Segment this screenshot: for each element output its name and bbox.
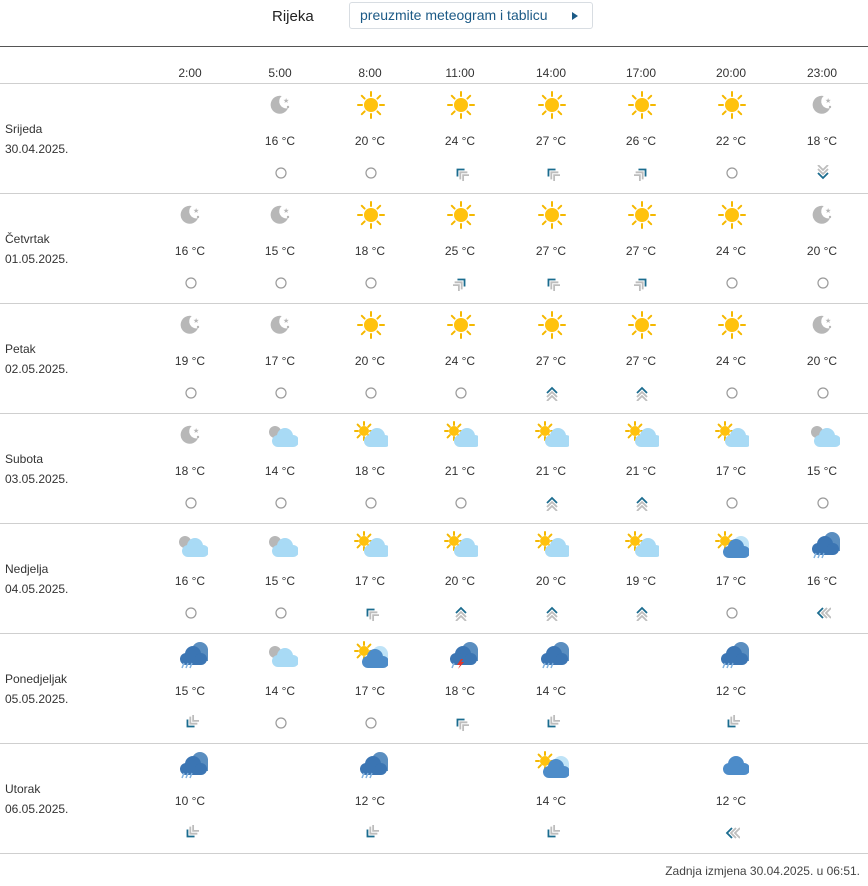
temperature: 20 °C [806,354,838,368]
download-meteogram-label: preuzmite meteogram i tablicu [360,7,548,23]
wind-arrow-icon [634,495,650,511]
svg-text:★: ★ [193,318,200,325]
hour-label: 17:00 [625,66,657,80]
forecast-cell [601,83,681,193]
temperature: 12 °C [354,794,386,808]
wind-arrow-icon [544,165,560,181]
wind-arrow-icon [544,275,560,291]
forecast-cell [420,303,500,413]
forecast-cell [150,523,230,633]
forecast-cell [691,633,771,743]
temperature: 17 °C [715,574,747,588]
wind-arrow-icon [544,825,560,841]
day-label [5,339,68,379]
forecast-cell [511,193,591,303]
day-date: 06.05.2025. [5,802,69,816]
temperature: 27 °C [535,134,567,148]
moon-icon [806,311,840,339]
calm-wind-icon [453,495,469,511]
temperature: 17 °C [354,684,386,698]
svg-text:★: ★ [283,98,290,105]
temperature: 14 °C [264,684,296,698]
sun-cloud-dark-icon [715,531,749,559]
temperature: 27 °C [535,244,567,258]
wind-arrow-icon [453,165,469,181]
hour-label: 14:00 [535,66,567,80]
forecast-cell [511,303,591,413]
forecast-cell [782,523,862,633]
forecast-cell [330,743,410,853]
forecast-cell [420,193,500,303]
header-bar [0,0,868,47]
calm-wind-icon [363,495,379,511]
calm-wind-icon [724,385,740,401]
temperature: 21 °C [444,464,476,478]
forecast-cell [240,633,320,743]
sun-cloud-icon [535,531,569,559]
sun-cloud-icon [535,421,569,449]
day-row [0,523,868,634]
moon-cloud-icon [264,641,298,669]
wind-arrow-icon [453,605,469,621]
temperature: 17 °C [264,354,296,368]
calm-wind-icon [273,165,289,181]
day-date: 02.05.2025. [5,362,69,376]
forecast-cell [330,83,410,193]
wind-arrow-icon [724,715,740,731]
temperature: 14 °C [535,794,567,808]
temperature: 15 °C [174,684,206,698]
temperature: 18 °C [174,464,206,478]
svg-text:★: ★ [193,208,200,215]
wind-arrow-icon [815,165,831,181]
sun-icon [625,201,659,229]
storm-icon [444,641,478,669]
forecast-cell [240,193,320,303]
hour-label: 23:00 [806,66,838,80]
temperature: 20 °C [444,574,476,588]
temperature: 18 °C [354,464,386,478]
wind-arrow-icon [634,165,650,181]
moon-icon [806,91,840,119]
moon-cloud-icon [174,531,208,559]
temperature: 21 °C [625,464,657,478]
sun-cloud-icon [444,531,478,559]
wind-arrow-icon [183,825,199,841]
forecast-cell [782,413,862,523]
calm-wind-icon [724,275,740,291]
calm-wind-icon [273,495,289,511]
sun-icon [715,311,749,339]
sun-cloud-icon [354,531,388,559]
temperature: 27 °C [625,354,657,368]
temperature: 14 °C [535,684,567,698]
svg-text:★: ★ [193,428,200,435]
temperature: 12 °C [715,794,747,808]
temperature: 16 °C [806,574,838,588]
wind-arrow-icon [544,715,560,731]
forecast-cell [511,83,591,193]
moon-cloud-icon [264,531,298,559]
hours-header-row [0,59,868,84]
calm-wind-icon [183,495,199,511]
temperature: 17 °C [354,574,386,588]
sun-icon [535,91,569,119]
calm-wind-icon [273,385,289,401]
temperature: 20 °C [806,244,838,258]
day-name: Petak [5,342,36,356]
sun-cloud-icon [444,421,478,449]
temperature: 14 °C [264,464,296,478]
day-name: Četvrtak [5,232,50,246]
temperature: 24 °C [715,354,747,368]
day-row [0,83,868,194]
temperature: 15 °C [264,244,296,258]
sun-icon [354,311,388,339]
forecast-cell [420,633,500,743]
sun-cloud-dark-icon [354,641,388,669]
sun-icon [715,91,749,119]
forecast-cell [150,633,230,743]
forecast-cell [330,523,410,633]
sun-icon [444,201,478,229]
day-label [5,669,68,709]
city-name: Rijeka [272,8,314,25]
moon-icon [174,201,208,229]
forecast-cell [691,413,771,523]
temperature: 24 °C [444,354,476,368]
day-name: Subota [5,452,44,466]
calm-wind-icon [453,385,469,401]
play-arrow-icon [572,12,578,20]
temperature: 26 °C [625,134,657,148]
svg-text:★: ★ [825,98,832,105]
forecast-cell [782,193,862,303]
hour-label: 20:00 [715,66,747,80]
forecast-cell [420,413,500,523]
wind-arrow-icon [544,495,560,511]
day-label [5,559,68,599]
forecast-cell [150,303,230,413]
forecast-cell [330,633,410,743]
wind-arrow-icon [544,385,560,401]
forecast-cell [511,523,591,633]
sun-cloud-icon [625,421,659,449]
forecast-cell [511,633,591,743]
moon-icon [806,201,840,229]
temperature: 20 °C [354,354,386,368]
moon-icon [264,311,298,339]
moon-cloud-icon [264,421,298,449]
forecast-cell [150,413,230,523]
moon-icon [174,421,208,449]
calm-wind-icon [363,715,379,731]
sun-icon [354,91,388,119]
forecast-cell [691,303,771,413]
sun-cloud-icon [354,421,388,449]
sun-icon [535,201,569,229]
day-name: Nedjelja [5,562,49,576]
temperature: 24 °C [715,244,747,258]
temperature: 27 °C [535,354,567,368]
forecast-cell [330,303,410,413]
forecast-cell [330,193,410,303]
temperature: 27 °C [625,244,657,258]
forecast-cell [330,413,410,523]
temperature: 15 °C [806,464,838,478]
day-row [0,303,868,414]
temperature: 18 °C [444,684,476,698]
wind-arrow-icon [724,825,740,841]
day-date: 03.05.2025. [5,472,69,486]
calm-wind-icon [273,605,289,621]
calm-wind-icon [815,385,831,401]
temperature: 16 °C [174,574,206,588]
download-meteogram-button[interactable] [349,2,593,29]
wind-arrow-icon [634,275,650,291]
day-label [5,779,68,819]
temperature: 20 °C [535,574,567,588]
calm-wind-icon [273,715,289,731]
forecast-cell [782,83,862,193]
calm-wind-icon [815,495,831,511]
forecast-cell [511,743,591,853]
calm-wind-icon [724,605,740,621]
forecast-cell [601,523,681,633]
last-updated: Zadnja izmjena 30.04.2025. u 06:51. [665,864,860,878]
wind-arrow-icon [544,605,560,621]
temperature: 17 °C [715,464,747,478]
forecast-cell [691,193,771,303]
wind-arrow-icon [634,605,650,621]
day-row [0,633,868,744]
sun-cloud-dark-icon [535,751,569,779]
day-date: 30.04.2025. [5,142,69,156]
wind-arrow-icon [815,605,831,621]
temperature: 19 °C [174,354,206,368]
moon-cloud-icon [806,421,840,449]
forecast-cell [420,83,500,193]
forecast-cell [601,303,681,413]
temperature: 20 °C [354,134,386,148]
day-label [5,449,68,489]
rain-icon [715,641,749,669]
forecast-cell [601,413,681,523]
forecast-cell [691,523,771,633]
temperature: 19 °C [625,574,657,588]
rain-icon [806,531,840,559]
wind-arrow-icon [363,605,379,621]
moon-icon [264,201,298,229]
calm-wind-icon [363,385,379,401]
wind-arrow-icon [453,715,469,731]
sun-cloud-icon [625,531,659,559]
day-row [0,413,868,524]
rain-icon [354,751,388,779]
day-row [0,743,868,854]
rain-icon [174,751,208,779]
forecast-cell [691,83,771,193]
calm-wind-icon [724,495,740,511]
sun-icon [715,201,749,229]
sun-icon [625,311,659,339]
forecast-cell [420,523,500,633]
hour-label: 8:00 [358,66,382,80]
hour-label: 2:00 [178,66,202,80]
forecast-cell [240,303,320,413]
temperature: 21 °C [535,464,567,478]
sun-cloud-icon [715,421,749,449]
temperature: 16 °C [264,134,296,148]
sun-icon [354,201,388,229]
day-date: 05.05.2025. [5,692,69,706]
forecast-cell [150,193,230,303]
wind-arrow-icon [183,715,199,731]
temperature: 10 °C [174,794,206,808]
day-name: Srijeda [5,122,43,136]
day-label [5,119,68,159]
calm-wind-icon [183,605,199,621]
calm-wind-icon [363,275,379,291]
temperature: 15 °C [264,574,296,588]
temperature: 16 °C [174,244,206,258]
hour-label: 5:00 [268,66,292,80]
cloud-dark-icon [715,751,749,779]
hour-label: 11:00 [445,66,475,80]
svg-text:★: ★ [825,208,832,215]
wind-arrow-icon [634,385,650,401]
svg-text:★: ★ [283,318,290,325]
day-name: Utorak [5,782,41,796]
forecast-cell [782,303,862,413]
temperature: 18 °C [806,134,838,148]
forecast-cell [150,743,230,853]
sun-icon [444,91,478,119]
temperature: 18 °C [354,244,386,258]
temperature: 22 °C [715,134,747,148]
temperature: 24 °C [444,134,476,148]
day-name: Ponedjeljak [5,672,68,686]
day-date: 01.05.2025. [5,252,69,266]
svg-text:★: ★ [283,208,290,215]
forecast-cell [240,83,320,193]
moon-icon [174,311,208,339]
temperature: 12 °C [715,684,747,698]
forecast-cell [601,193,681,303]
sun-icon [625,91,659,119]
rain-icon [174,641,208,669]
calm-wind-icon [815,275,831,291]
forecast-cell [240,523,320,633]
calm-wind-icon [273,275,289,291]
moon-icon [264,91,298,119]
wind-arrow-icon [453,275,469,291]
day-label [5,229,68,269]
calm-wind-icon [363,165,379,181]
wind-arrow-icon [363,825,379,841]
sun-icon [535,311,569,339]
day-date: 04.05.2025. [5,582,69,596]
rain-icon [535,641,569,669]
forecast-cell [511,413,591,523]
forecast-cell [240,413,320,523]
day-row [0,193,868,304]
forecast-cell [691,743,771,853]
temperature: 25 °C [444,244,476,258]
calm-wind-icon [183,275,199,291]
sun-icon [444,311,478,339]
calm-wind-icon [724,165,740,181]
svg-text:★: ★ [825,318,832,325]
calm-wind-icon [183,385,199,401]
